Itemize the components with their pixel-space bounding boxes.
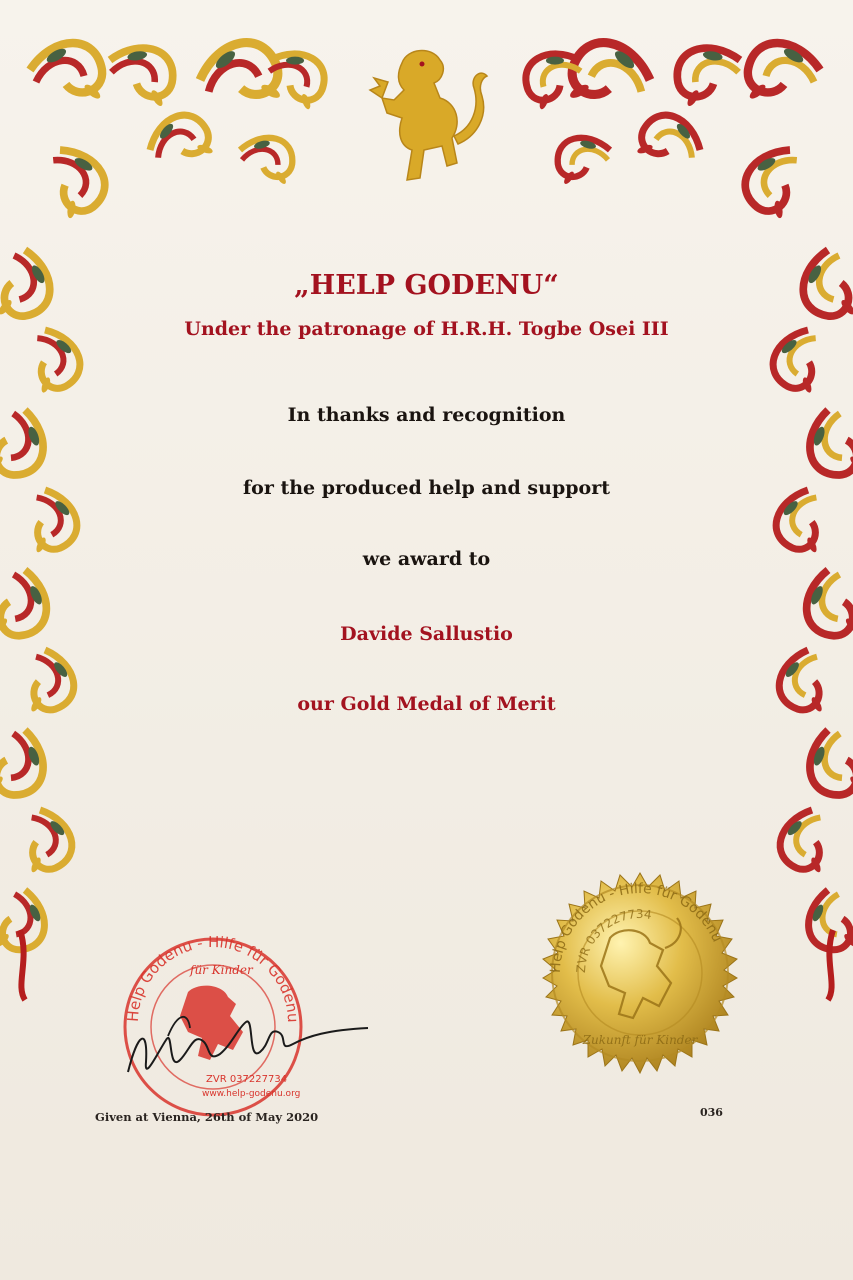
recipient-name: Davide Sallustio <box>340 623 513 645</box>
ink-stamp <box>118 932 378 1122</box>
award-intro-line: we award to <box>362 548 491 570</box>
stamp-url: www.help-godenu.org <box>202 1089 301 1099</box>
seal-motto: Zukunft für Kinder <box>582 1033 698 1047</box>
stamp-zvr: ZVR 037227734 <box>206 1074 288 1085</box>
certificate-title: „HELP GODENU“ <box>294 270 559 301</box>
gold-seal <box>515 848 765 1098</box>
stamp-inner-text: für Kinder <box>190 963 253 977</box>
seal-zvr: ZVR 037227734 <box>573 906 653 974</box>
patronage-line: Under the patronage of H.R.H. Togbe Osei III <box>184 318 669 340</box>
recognition-line: In thanks and recognition <box>287 404 566 426</box>
given-at-line: Given at Vienna, 26th of May 2020 <box>95 1110 319 1124</box>
support-line: for the produced help and support <box>243 477 610 499</box>
award-title: our Gold Medal of Merit <box>297 693 556 715</box>
lion-emblem-icon <box>362 38 497 198</box>
seal-outer-text: Help Godenu - Hilfe für Godenu <box>547 880 726 974</box>
certificate-number: 036 <box>700 1106 723 1119</box>
stamp-outer-text: Help Godenu - Hilfe für Godenu <box>123 932 303 1023</box>
